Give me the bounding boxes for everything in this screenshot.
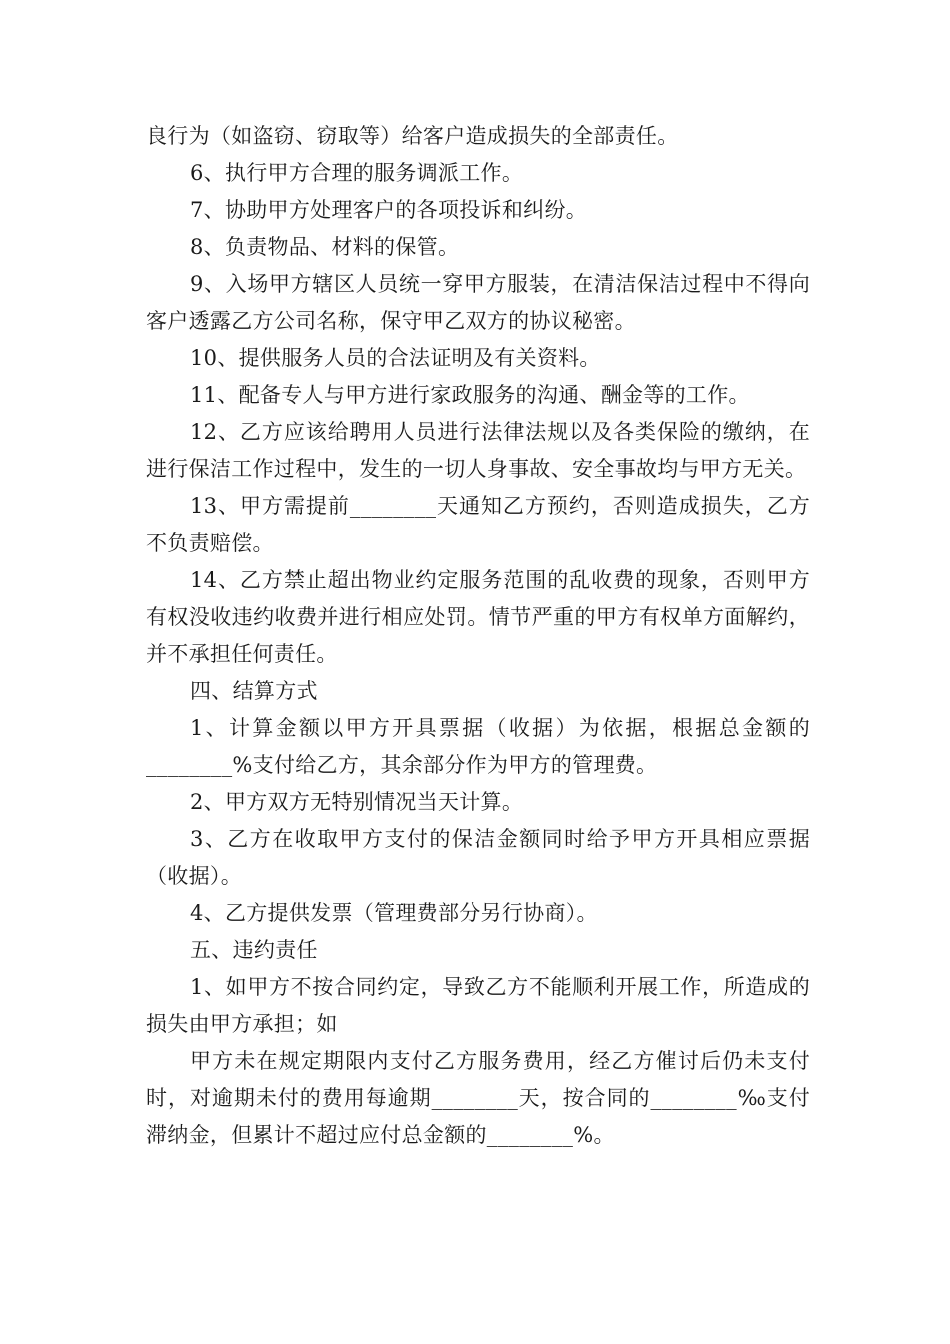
clause-continuation: 良行为（如盗窃、窃取等）给客户造成损失的全部责任。 (146, 124, 679, 148)
settlement-clause-1: 1、计算金额以甲方开具票据（收据）为依据，根据总金额的________%支付给乙方，其余部分作为甲方的管理费。 (146, 716, 810, 777)
clause-11: 11、配备专人与甲方进行家政服务的沟通、酬金等的工作。 (190, 383, 750, 407)
clause-14: 14、乙方禁止超出物业约定服务范围的乱收费的现象，否则甲方有权没收违约收费并进行相应处罚。情节严重的甲方有权单方面解约，并不承担任何责任。 (146, 568, 810, 666)
liability-clause-1: 1、如甲方不按合同约定，导致乙方不能顺利开展工作，所造成的损失由甲方承担；如 (146, 975, 810, 1036)
clause-6: 6、执行甲方合理的服务调派工作。 (190, 161, 524, 185)
settlement-clause-3: 3、乙方在收取甲方支付的保洁金额同时给予甲方开具相应票据（收据）。 (146, 827, 810, 888)
clause-13: 13、甲方需提前________天通知乙方预约，否则造成损失，乙方不负责赔偿。 (146, 494, 810, 555)
liability-clause-1-continued: 甲方未在规定期限内支付乙方服务费用，经乙方催讨后仍未支付时，对逾期未付的费用每逾期________天，按合同的________‰支付滞纳金，但累计不超过应付总金额的________%。 (146, 1049, 810, 1147)
section-heading-settlement: 四、结算方式 (190, 679, 318, 703)
settlement-clause-2: 2、甲方双方无特别情况当天计算。 (190, 790, 524, 814)
clause-9: 9、入场甲方辖区人员统一穿甲方服装，在清洁保洁过程中不得向客户透露乙方公司名称，保守甲乙双方的协议秘密。 (146, 272, 810, 333)
clause-7: 7、协助甲方处理客户的各项投诉和纠纷。 (190, 198, 588, 222)
settlement-clause-4: 4、乙方提供发票（管理费部分另行协商）。 (190, 901, 598, 925)
clause-8: 8、负责物品、材料的保管。 (190, 235, 460, 259)
clause-10: 10、提供服务人员的合法证明及有关资料。 (190, 346, 601, 370)
section-heading-liability: 五、违约责任 (190, 938, 318, 962)
clause-12: 12、乙方应该给聘用人员进行法律法规以及各类保险的缴纳，在进行保洁工作过程中，发生的一切人身事故、安全事故均与甲方无关。 (146, 420, 810, 481)
contract-body (146, 118, 810, 1154)
